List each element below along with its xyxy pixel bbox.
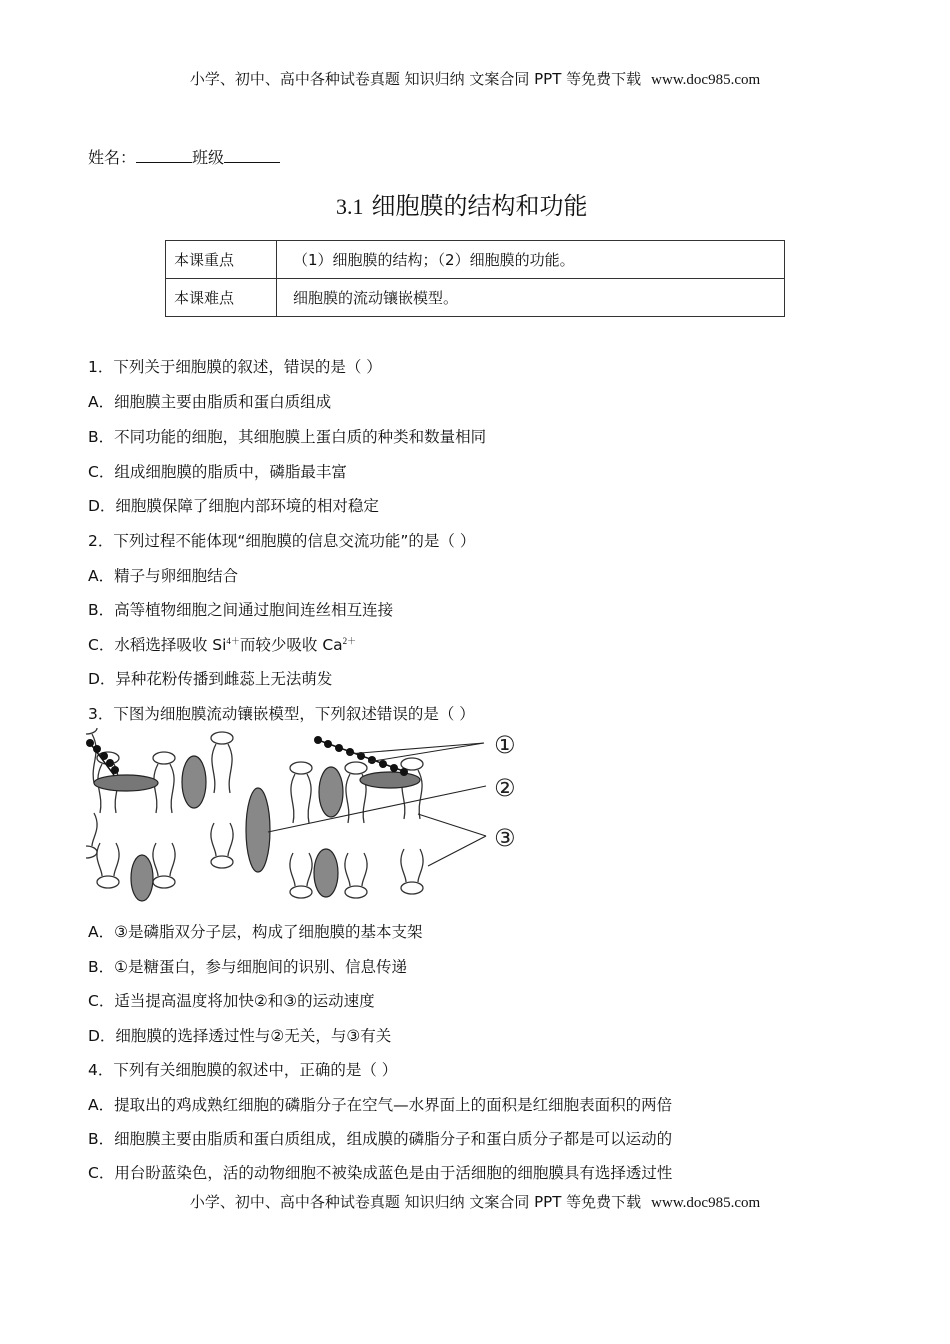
- footer-text: 小学、初中、高中各种试卷真题 知识归纳 文案合同 PPT 等免费下载: [189, 1193, 642, 1211]
- page-footer: [0, 1191, 950, 1212]
- page-header: [0, 68, 950, 89]
- protein-transmembrane: [246, 788, 270, 872]
- q4-option-b: B．细胞膜主要由脂质和蛋白质组成，组成膜的磷脂分子和蛋白质分子都是可以运动的: [88, 1130, 673, 1148]
- footer-url[interactable]: www.doc985.com: [651, 1195, 761, 1211]
- glycoprotein-base: [94, 775, 158, 791]
- protein-inner: [314, 849, 338, 897]
- q4-stem: 4．下列有关细胞膜的叙述中，正确的是（ ）: [88, 1061, 398, 1079]
- diagram-label-1: ①: [494, 731, 516, 759]
- table-key: 本课难点: [166, 279, 277, 317]
- table-key: 本课重点: [166, 241, 277, 279]
- table-row: [166, 241, 785, 279]
- table-row: [166, 279, 785, 317]
- name-blank[interactable]: [136, 148, 192, 163]
- q2-option-c: [88, 633, 356, 655]
- title-number: 3.1: [336, 194, 364, 219]
- class-blank[interactable]: [224, 148, 280, 163]
- q2-option-b: B．高等植物细胞之间通过胞间连丝相互连接: [88, 601, 394, 619]
- q3-stem: 3．下图为细胞膜流动镶嵌模型，下列叙述错误的是（ ）: [88, 705, 475, 723]
- membrane-proteins: [94, 756, 420, 901]
- q2-stem: 2．下列过程不能体现“细胞膜的信息交流功能”的是（ ）: [88, 532, 476, 550]
- q2-option-a: A．精子与卵细胞结合: [88, 567, 239, 585]
- q2-option-c-sup1: 4＋: [226, 635, 240, 646]
- table-value: （1）细胞膜的结构；（2）细胞膜的功能。: [277, 241, 785, 279]
- name-class-line: [88, 145, 280, 168]
- table-value: 细胞膜的流动镶嵌模型。: [277, 279, 785, 317]
- membrane-diagram: [86, 728, 536, 903]
- q1-option-d: D．细胞膜保障了细胞内部环境的相对稳定: [88, 497, 379, 515]
- q4-option-c: C．用台盼蓝染色，活的动物细胞不被染成蓝色是由于活细胞的细胞膜具有选择透过性: [88, 1164, 673, 1182]
- protein-surface: [319, 767, 343, 817]
- q4-option-a: A．提取出的鸡成熟红细胞的磷脂分子在空气—水界面上的面积是红细胞表面积的两倍: [88, 1096, 673, 1114]
- glycoprotein-base: [360, 772, 420, 788]
- q1-option-c: C．组成细胞膜的脂质中，磷脂最丰富: [88, 463, 347, 481]
- name-label: 姓名：: [88, 148, 137, 167]
- q2-option-c-pre: C．水稻选择吸收 Si: [88, 636, 227, 654]
- protein-inner: [131, 855, 153, 901]
- page-title: [336, 186, 588, 221]
- q3-option-a: A．③是磷脂双分子层，构成了细胞膜的基本支架: [88, 923, 423, 941]
- q1-option-a: A．细胞膜主要由脂质和蛋白质组成: [88, 393, 332, 411]
- key-points-table: [165, 240, 785, 317]
- q2-option-c-sup2: 2＋: [342, 635, 357, 646]
- diagram-label-2: ②: [494, 774, 516, 802]
- q3-option-c: C．适当提高温度将加快②和③的运动速度: [88, 992, 375, 1010]
- q1-option-b: B．不同功能的细胞，其细胞膜上蛋白质的种类和数量相同: [88, 428, 487, 446]
- q3-option-b: B．①是糖蛋白，参与细胞间的识别、信息传递: [88, 958, 408, 976]
- title-text: 细胞膜的结构和功能: [371, 192, 588, 220]
- q2-option-c-mid: 而较少吸收 Ca: [239, 636, 343, 654]
- class-label: 班级: [192, 148, 225, 167]
- q3-option-d: D．细胞膜的选择透过性与②无关，与③有关: [88, 1027, 392, 1045]
- q1-stem: 1．下列关于细胞膜的叙述，错误的是（ ）: [88, 358, 382, 376]
- protein-surface: [182, 756, 206, 808]
- header-url[interactable]: www.doc985.com: [651, 72, 761, 88]
- header-text: 小学、初中、高中各种试卷真题 知识归纳 文案合同 PPT 等免费下载: [189, 70, 642, 88]
- diagram-label-3: ③: [494, 824, 516, 852]
- q2-option-d: D．异种花粉传播到雌蕊上无法萌发: [88, 670, 333, 688]
